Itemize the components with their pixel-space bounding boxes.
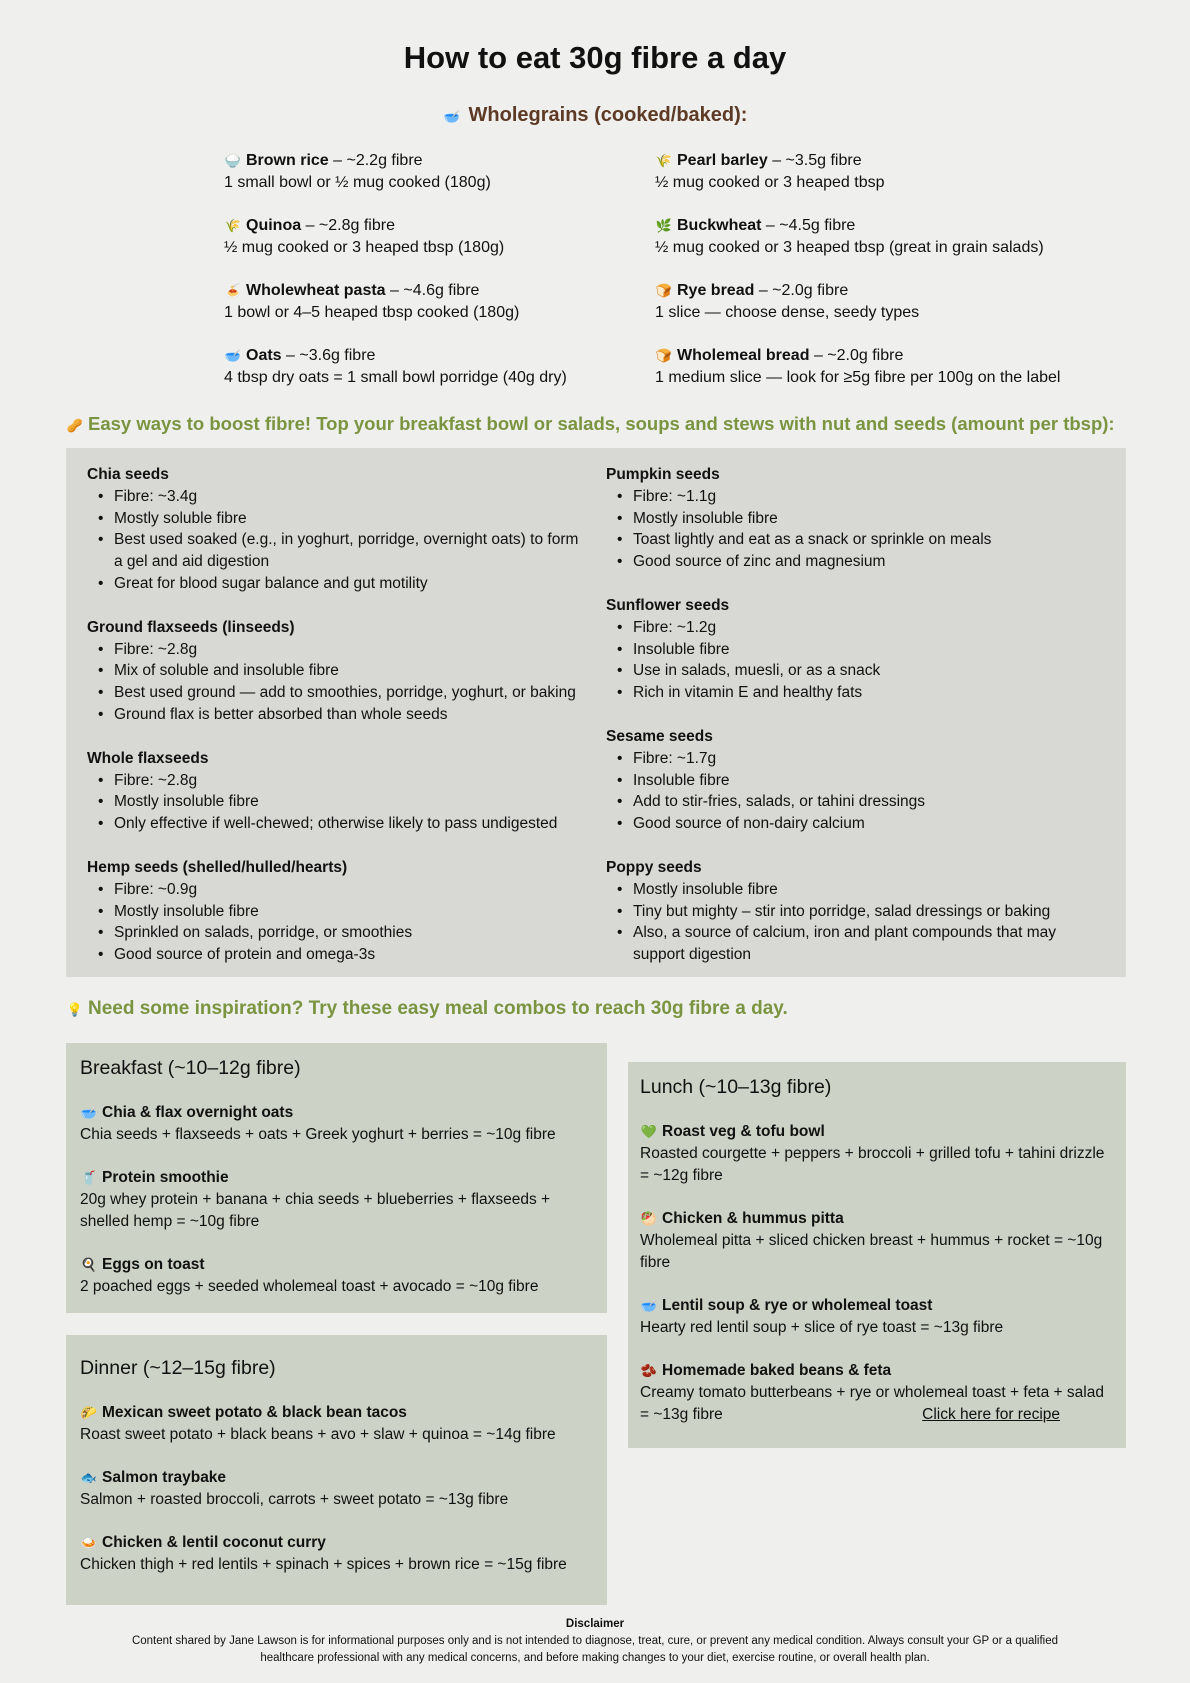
grain-fibre: – ~4.6g fibre: [390, 282, 480, 299]
meal-name: Chicken & lentil coconut curry: [102, 1534, 326, 1551]
bowl-icon: 🥣: [80, 1105, 98, 1120]
meal-name: Homemade baked beans & feta: [662, 1362, 892, 1379]
grain-portion: 1 medium slice — look for ≥5g fibre per 100g on the label: [655, 369, 1061, 386]
grain-item-header: [655, 150, 1105, 172]
grain-item: [655, 215, 1105, 280]
grain-portion: ½ mug cooked or 3 heaped tbsp (great in grain salads): [655, 239, 1044, 256]
seed-block: [87, 748, 587, 835]
seed-point: • Tiny but mighty – stir into porridge, salad dressings or baking: [606, 901, 1101, 923]
grain-item-header: [224, 345, 624, 367]
meal-item: [640, 1295, 1114, 1339]
grain-name: Buckwheat: [677, 217, 762, 234]
grain-stalk-icon: 🌾: [224, 218, 242, 233]
beans-icon: 🫘: [640, 1363, 658, 1378]
lunch-meals: [640, 1121, 1114, 1426]
seeds-panel: [66, 448, 1126, 977]
grain-item-header: [655, 345, 1105, 367]
seed-point: • Fibre: ~1.7g: [606, 748, 1101, 770]
grain-item: [655, 345, 1105, 410]
seed-point: • Toast lightly and eat as a snack or sprinkle on meals: [606, 529, 1101, 551]
breakfast-box: [66, 1043, 607, 1313]
meal-name: Mexican sweet potato & black bean tacos: [102, 1404, 407, 1421]
wholegrains-left-column: [224, 150, 624, 410]
grain-item: [224, 215, 624, 280]
meal-name: Eggs on toast: [102, 1256, 205, 1273]
meal-header: [640, 1360, 1114, 1382]
recipe-link[interactable]: Click here for recipe: [922, 1406, 1060, 1423]
seed-point: • Mostly insoluble fibre: [606, 879, 1101, 901]
seed-name: Poppy seeds: [606, 858, 702, 876]
seed-points: [87, 879, 587, 966]
seed-point: • Also, a source of calcium, iron and plant compounds that may support digestion: [606, 922, 1101, 966]
inspiration-heading: [66, 998, 1166, 1020]
herb-icon: 🌿: [655, 218, 673, 233]
frying-pan-icon: 🍳: [80, 1257, 98, 1272]
green-heart-icon: 💚: [640, 1124, 658, 1139]
seed-name: Sunflower seeds: [606, 596, 730, 614]
seed-point: • Fibre: ~1.2g: [606, 617, 1101, 639]
meal-description: Wholemeal pitta + sliced chicken breast + hummus + rocket = ~10g fibre: [640, 1232, 1103, 1271]
grain-portion: 1 small bowl or ½ mug cooked (180g): [224, 174, 491, 191]
meal-name: Salmon traybake: [102, 1469, 227, 1486]
meal-header: [640, 1121, 1114, 1143]
grain-portion: ½ mug cooked or 3 heaped tbsp: [655, 174, 885, 191]
disclaimer-title: Disclaimer: [565, 1618, 625, 1630]
seed-points: [606, 879, 1101, 966]
seed-point: • Fibre: ~3.4g: [87, 486, 587, 508]
seed-block: [87, 617, 587, 726]
meal-description: Hearty red lentil soup + slice of rye toast = ~13g fibre: [640, 1319, 1004, 1336]
seed-point: • Ground flax is better absorbed than whole seeds: [87, 704, 587, 726]
seed-point: • Only effective if well-chewed; otherwise likely to pass undigested: [87, 813, 587, 835]
seed-point: • Good source of protein and omega-3s: [87, 944, 587, 966]
meal-header: [80, 1254, 593, 1276]
meal-item: [80, 1402, 593, 1446]
grain-name: Quinoa: [246, 217, 302, 234]
wholegrains-heading: [0, 104, 1190, 127]
seed-block: [606, 726, 1101, 835]
grain-item-header: [224, 280, 624, 302]
seed-point: • Mix of soluble and insoluble fibre: [87, 660, 587, 682]
meal-description: Chicken thigh + red lentils + spinach + spices + brown rice = ~15g fibre: [80, 1556, 567, 1573]
curry-icon: 🍛: [80, 1535, 98, 1550]
grain-fibre: – ~2.0g fibre: [758, 282, 849, 299]
grain-fibre: – ~3.6g fibre: [286, 347, 376, 364]
grain-item-header: [655, 215, 1105, 237]
seed-name: Ground flaxseeds (linseeds): [87, 618, 295, 636]
meal-item: [80, 1532, 593, 1576]
disclaimer-text: Content shared by Jane Lawson is for informational purposes only and is not intended to diagnose, treat, cure, or prevent any medical condition. Always consult your GP or a qualified healthcare professional with any medical concerns, and before making changes to your diet, exercise routine, or overall health plan.: [131, 1635, 1059, 1664]
meal-header: [80, 1102, 593, 1124]
smoothie-icon: 🥤: [80, 1170, 98, 1185]
lightbulb-icon: 💡: [66, 1002, 84, 1017]
meal-description: Roast sweet potato + black beans + avo + slaw + quinoa = ~14g fibre: [80, 1426, 556, 1443]
seed-block: [606, 595, 1101, 704]
grain-item: [655, 280, 1105, 345]
meal-item: [80, 1254, 593, 1298]
meal-description: Creamy tomato butterbeans + rye or wholemeal toast + feta + salad = ~13g fibre Click here for recipe: [640, 1382, 1114, 1426]
seed-point: • Add to stir-fries, salads, or tahini dressings: [606, 791, 1101, 813]
seeds-heading-text: Easy ways to boost fibre! Top your breakfast bowl or salads, soups and stews with nut and seeds (amount per tbsp):: [88, 413, 1115, 434]
bowl-icon: 🥣: [224, 348, 242, 363]
seed-points: [606, 748, 1101, 835]
seeds-heading: [66, 413, 1166, 435]
dinner-box: [66, 1335, 607, 1605]
meal-item: [640, 1121, 1114, 1187]
meal-name: Chicken & hummus pitta: [662, 1210, 844, 1227]
seed-point: • Fibre: ~2.8g: [87, 770, 587, 792]
seed-point: • Mostly insoluble fibre: [87, 901, 587, 923]
seed-point: • Good source of zinc and magnesium: [606, 551, 1101, 573]
disclaimer: [110, 1616, 1080, 1667]
seed-block: [87, 464, 587, 595]
meal-header: [80, 1467, 593, 1489]
grain-fibre: – ~2.0g fibre: [813, 347, 904, 364]
meal-description: Salmon + roasted broccoli, carrots + sweet potato = ~13g fibre: [80, 1491, 509, 1508]
peanut-icon: 🥜: [66, 418, 84, 433]
page-title: How to eat 30g fibre a day: [403, 40, 787, 75]
grain-name: Wholewheat pasta: [246, 282, 386, 299]
meal-header: [80, 1167, 593, 1189]
grain-fibre: – ~3.5g fibre: [772, 152, 862, 169]
pitta-icon: 🥙: [640, 1211, 658, 1226]
grain-item: [224, 345, 624, 410]
seed-point: • Mostly soluble fibre: [87, 508, 587, 530]
seed-points: [606, 486, 1101, 573]
meal-item: [640, 1360, 1114, 1426]
seed-name: Whole flaxseeds: [87, 749, 209, 767]
meal-item: [80, 1467, 593, 1511]
bowl-icon: 🥣: [640, 1298, 658, 1313]
grain-name: Wholemeal bread: [677, 347, 810, 364]
bread-icon: 🍞: [655, 283, 673, 298]
meal-description: 2 poached eggs + seeded wholemeal toast + avocado = ~10g fibre: [80, 1278, 539, 1295]
seed-points: [87, 639, 587, 726]
lunch-title: Lunch (~10–13g fibre): [640, 1076, 832, 1098]
seed-block: [87, 857, 587, 966]
meal-description: 20g whey protein + banana + chia seeds + blueberries + flaxseeds + shelled hemp = ~10g fibre: [80, 1191, 551, 1230]
meal-description: Chia seeds + flaxseeds + oats + Greek yoghurt + berries = ~10g fibre: [80, 1126, 556, 1143]
seed-point: • Good source of non-dairy calcium: [606, 813, 1101, 835]
seed-point: • Use in salads, muesli, or as a snack: [606, 660, 1101, 682]
rice-bowl-icon: 🍚: [224, 153, 242, 168]
dinner-title: Dinner (~12–15g fibre): [80, 1357, 276, 1379]
seed-point: • Fibre: ~0.9g: [87, 879, 587, 901]
dinner-meals: [80, 1402, 593, 1576]
grain-item-header: [224, 215, 624, 237]
meal-header: [640, 1295, 1114, 1317]
seed-point: • Insoluble fibre: [606, 770, 1101, 792]
meal-name: Roast veg & tofu bowl: [662, 1123, 825, 1140]
grain-name: Rye bread: [677, 282, 755, 299]
wholegrains-heading-text: Wholegrains (cooked/baked):: [468, 104, 748, 126]
seed-point: • Best used soaked (e.g., in yoghurt, porridge, overnight oats) to form a gel and aid digestion: [87, 529, 587, 573]
grain-portion: ½ mug cooked or 3 heaped tbsp (180g): [224, 239, 505, 256]
meal-header: [80, 1532, 593, 1554]
seed-point: • Mostly insoluble fibre: [606, 508, 1101, 530]
seed-point: • Mostly insoluble fibre: [87, 791, 587, 813]
grain-name: Brown rice: [246, 152, 329, 169]
seed-points: [87, 486, 587, 595]
grain-portion: 4 tbsp dry oats = 1 small bowl porridge (40g dry): [224, 369, 567, 386]
grain-fibre: – ~2.2g fibre: [333, 152, 423, 169]
meal-description: Roasted courgette + peppers + broccoli + grilled tofu + tahini drizzle = ~12g fibre: [640, 1145, 1105, 1184]
grain-item: [655, 150, 1105, 215]
grain-item-header: [655, 280, 1105, 302]
grain-portion: 1 slice — choose dense, seedy types: [655, 304, 920, 321]
seeds-right-column: [606, 464, 1101, 988]
seed-point: • Insoluble fibre: [606, 639, 1101, 661]
meal-item: [640, 1208, 1114, 1274]
seed-points: [87, 770, 587, 835]
seed-point: • Great for blood sugar balance and gut motility: [87, 573, 587, 595]
meal-item: [80, 1167, 593, 1233]
breakfast-title: Breakfast (~10–12g fibre): [80, 1057, 301, 1079]
seed-name: Hemp seeds (shelled/hulled/hearts): [87, 858, 348, 876]
grain-item-header: [224, 150, 624, 172]
meal-name: Protein smoothie: [102, 1169, 229, 1186]
grain-stalk-icon: 🌾: [655, 153, 673, 168]
seed-points: [606, 617, 1101, 704]
seed-point: • Best used ground — add to smoothies, porridge, yoghurt, or baking: [87, 682, 587, 704]
seed-block: [606, 857, 1101, 966]
grain-item: [224, 150, 624, 215]
seed-point: • Fibre: ~1.1g: [606, 486, 1101, 508]
taco-icon: 🌮: [80, 1405, 98, 1420]
meal-name: Lentil soup & rye or wholemeal toast: [662, 1297, 933, 1314]
grain-fibre: – ~2.8g fibre: [305, 217, 395, 234]
fish-icon: 🐟: [80, 1470, 98, 1485]
inspiration-heading-text: Need some inspiration? Try these easy meal combos to reach 30g fibre a day.: [88, 998, 788, 1019]
seeds-left-column: [87, 464, 587, 988]
meal-name: Chia & flax overnight oats: [102, 1104, 294, 1121]
meal-header: [80, 1402, 593, 1424]
meal-header: [640, 1208, 1114, 1230]
seed-name: Sesame seeds: [606, 727, 713, 745]
pasta-icon: 🍝: [224, 283, 242, 298]
bread-icon: 🍞: [655, 348, 673, 363]
seed-point: • Sprinkled on salads, porridge, or smoothies: [87, 922, 587, 944]
meal-item: [80, 1102, 593, 1146]
seed-name: Pumpkin seeds: [606, 466, 720, 483]
grain-fibre: – ~4.5g fibre: [765, 217, 856, 234]
wholegrains-right-column: [655, 150, 1105, 410]
seed-point: • Fibre: ~2.8g: [87, 639, 587, 661]
grain-portion: 1 bowl or 4–5 heaped tbsp cooked (180g): [224, 304, 520, 321]
grain-name: Pearl barley: [677, 152, 768, 169]
bowl-icon: 🥣: [443, 109, 460, 124]
breakfast-meals: [80, 1102, 593, 1298]
grain-name: Oats: [246, 347, 282, 364]
seed-block: [606, 464, 1101, 573]
seed-point: • Rich in vitamin E and healthy fats: [606, 682, 1101, 704]
seed-name: Chia seeds: [87, 466, 169, 483]
grain-item: [224, 280, 624, 345]
lunch-box: [628, 1062, 1126, 1448]
